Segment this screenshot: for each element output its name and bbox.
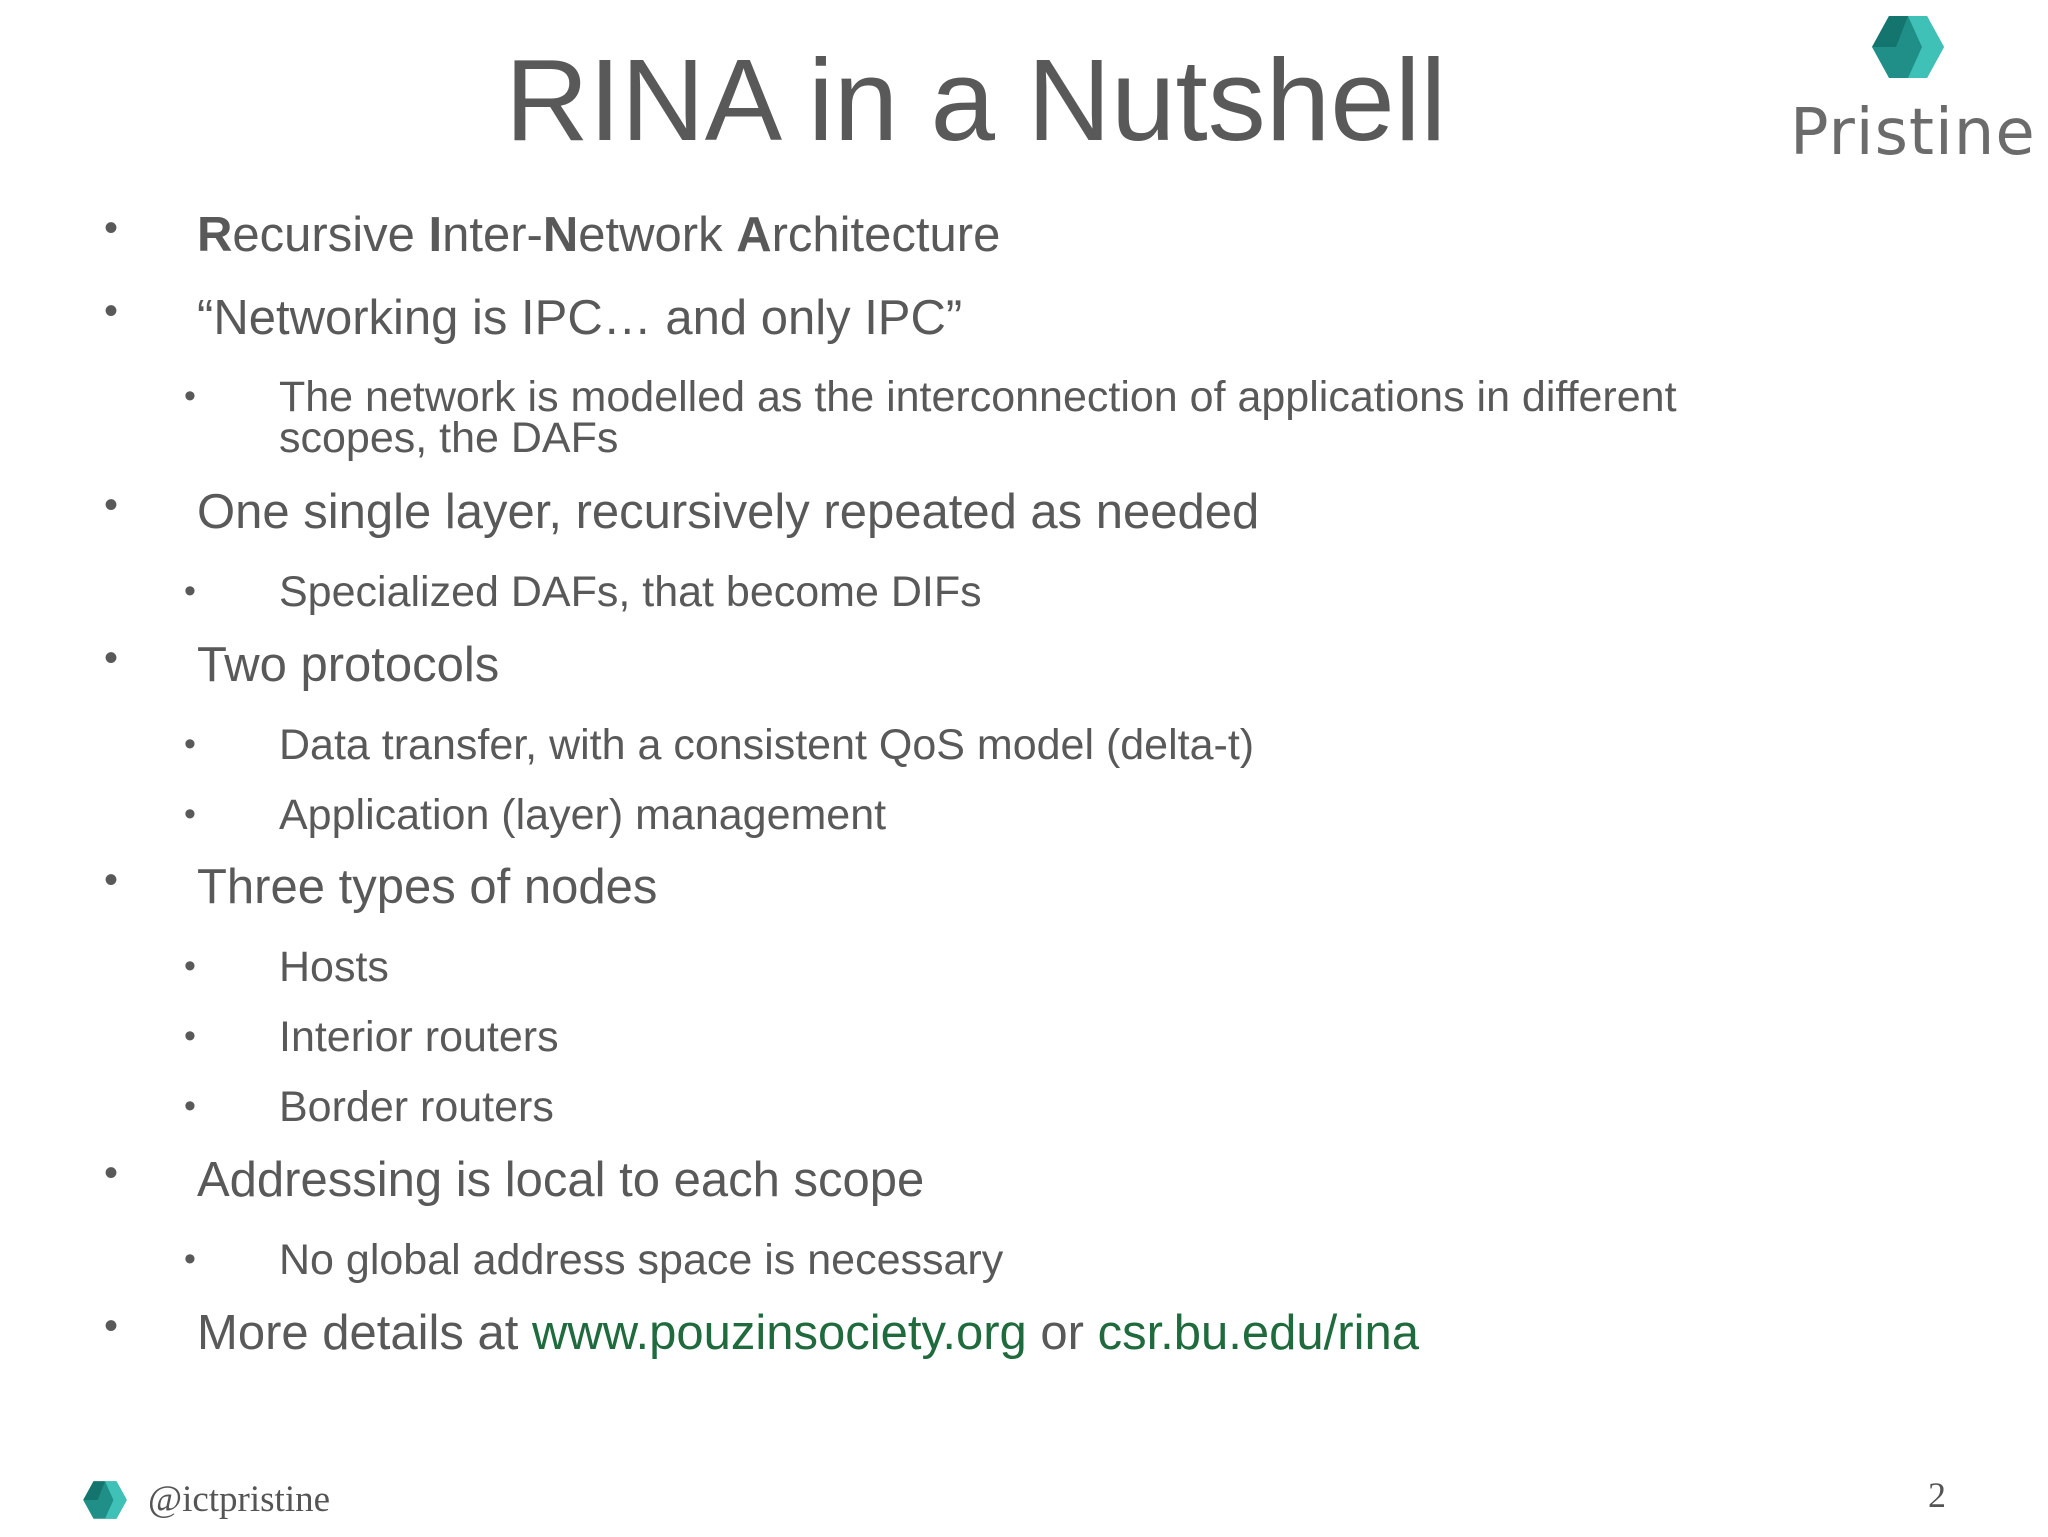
bullet-text: Two protocols xyxy=(197,638,500,692)
bullet-text: Specialized DAFs, that become DIFs xyxy=(279,568,982,616)
bullet: • xyxy=(184,572,196,610)
bullet: • xyxy=(104,483,119,527)
bullet: • xyxy=(104,858,119,902)
bullet: • xyxy=(184,795,196,833)
pouzinsociety-link[interactable]: www.pouzinsociety.org xyxy=(532,1306,1027,1360)
csr-bu-rina-link[interactable]: csr.bu.edu/rina xyxy=(1097,1306,1419,1360)
footer-handle: @ictpristine xyxy=(148,1479,331,1520)
bullet: • xyxy=(184,725,196,763)
bullet: • xyxy=(104,1304,119,1348)
bullet: • xyxy=(104,289,119,333)
bullet-text: Recursive Inter-Network Architecture xyxy=(197,208,1001,262)
pristine-small-logo-icon xyxy=(82,1480,128,1520)
pristine-logo xyxy=(1790,14,2036,170)
bullet-text: No global address space is necessary xyxy=(279,1236,1004,1284)
bullet-text: More details at www.pouzinsociety.org or csr.bu.edu/rina xyxy=(197,1306,1419,1360)
bullet-text: The network is modelled as the interconnection of applications in different scopes, the DAFs xyxy=(279,373,1677,462)
bullet: • xyxy=(184,1240,196,1278)
bullet: • xyxy=(184,1017,196,1055)
bullet-text: Interior routers xyxy=(279,1013,559,1061)
bullet-text: Border routers xyxy=(279,1083,554,1131)
bullet: • xyxy=(104,636,119,680)
bullet: • xyxy=(104,1151,119,1195)
slide-title: RINA in a Nutshell xyxy=(505,35,1447,165)
logo-wordmark: Pristine xyxy=(1790,96,2036,170)
bullet: • xyxy=(184,947,196,985)
pristine-logo-icon xyxy=(1870,14,1946,80)
page-number: 2 xyxy=(1928,1475,1946,1515)
bullet-text: Data transfer, with a consistent QoS model (delta-t) xyxy=(279,721,1255,769)
bullet-text: One single layer, recursively repeated as needed xyxy=(197,485,1260,539)
bullet: • xyxy=(184,377,196,415)
bullet-text: “Networking is IPC… and only IPC” xyxy=(197,291,963,345)
bullet-text: Addressing is local to each scope xyxy=(197,1153,925,1207)
bullet: • xyxy=(184,1087,196,1125)
bullet: • xyxy=(104,206,119,250)
bullet-text: Hosts xyxy=(279,943,389,991)
bullet-text: Application (layer) management xyxy=(279,791,887,839)
bullet-text: Three types of nodes xyxy=(197,860,658,914)
